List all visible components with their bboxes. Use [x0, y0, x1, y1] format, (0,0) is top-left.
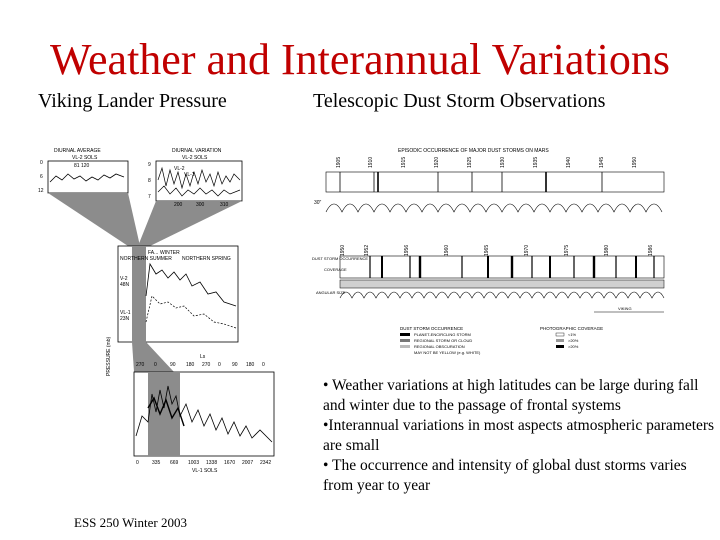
- ls-tick-5: 0: [218, 362, 221, 368]
- ls-tick-6: 90: [232, 362, 238, 368]
- bottom-x-1: 335: [152, 460, 161, 466]
- diurnal-variation-title: DIURNAL VARIATION: [172, 148, 222, 154]
- variation-y-9: 9: [148, 162, 151, 168]
- row-label-occurrence: DUST STORM OCCURRENCE: [312, 256, 369, 261]
- bottom-year-4: 1965: [484, 244, 490, 256]
- top-occurrence-marks: [340, 172, 602, 192]
- ls-tick-4: 270: [202, 362, 211, 368]
- bottom-year-1: 1952: [364, 244, 370, 256]
- label-v2: V-2: [120, 276, 128, 282]
- mid-tick-300: 300: [196, 202, 205, 208]
- top-year-4: 1925: [467, 156, 473, 168]
- variation-y-7: 7: [148, 194, 151, 200]
- dust-storm-figure: [312, 146, 668, 364]
- top-year-9: 1950: [632, 156, 638, 168]
- diurnal-average-sub: VL-2 SOLS: [72, 155, 98, 161]
- diurnal-average-title: DIURNAL AVERAGE: [54, 148, 101, 154]
- bullet-dust-storms: • The occurrence and intensity of global dust storms varies from year to year: [323, 457, 687, 494]
- axis-mark-top: 30": [314, 200, 322, 206]
- legend2-item-2: >20%: [568, 344, 579, 349]
- ls-tick-8: 0: [262, 362, 265, 368]
- row-label-angular: ANGULAR SIZE: [316, 290, 346, 295]
- diurnal-variation-sub: VL-2 SOLS: [182, 155, 208, 161]
- bottom-x-7: 2342: [260, 460, 272, 466]
- diurnal-tick-0: 0: [40, 160, 43, 166]
- bottom-year-8: 1986: [648, 244, 654, 256]
- variation-y-8: 8: [148, 178, 151, 184]
- legend-item-3: MAY NOT BE YELLOW (e.g. WHITE): [414, 350, 481, 355]
- ls-tick-7: 180: [246, 362, 255, 368]
- top-year-2: 1915: [401, 156, 407, 168]
- slide-title: Weather and Interannual Variations: [50, 35, 670, 84]
- viking-pressure-figure: [24, 146, 314, 486]
- bullet-weather-variations: • Weather variations at high latitudes can be large during fall and winter due to the passage of frontal systems: [323, 377, 699, 414]
- diurnal-variation-curve-1: [158, 168, 240, 188]
- subtitle-viking: Viking Lander Pressure: [38, 90, 227, 112]
- diurnal-tick-12: 12: [38, 188, 44, 194]
- diurnal-tick-6: 6: [40, 174, 43, 180]
- bullet-list: [323, 376, 715, 496]
- bottom-angular-size-wave: [340, 292, 664, 298]
- label-winter: WINTER: [160, 250, 180, 256]
- top-year-5: 1930: [500, 156, 506, 168]
- bullet-interannual-variations: •Interannual variations in most aspects atmospheric parameters are small: [323, 417, 715, 454]
- legend-item-1: REGIONAL STORM OR CLOUD: [414, 338, 473, 343]
- variation-label-vl1: VL-1: [184, 172, 195, 178]
- top-year-1: 1910: [368, 156, 374, 168]
- legend2-swatches: [556, 333, 564, 348]
- ls-tick-3: 180: [186, 362, 195, 368]
- bottom-year-7: 1980: [604, 244, 610, 256]
- subtitle-telescopic: Telescopic Dust Storm Observations: [313, 90, 606, 112]
- dust-header: EPISODIC OCCURRENCE OF MAJOR DUST STORMS ON MARS: [398, 148, 549, 154]
- top-year-8: 1945: [599, 156, 605, 168]
- top-year-3: 1920: [434, 156, 440, 168]
- viking-label: VIKING: [618, 306, 632, 311]
- bottom-x-3: 1003: [188, 460, 200, 466]
- legend2-title: PHOTOGRAPHIC COVERAGE: [540, 326, 604, 331]
- bottom-x-4: 1338: [206, 460, 218, 466]
- label-vl1: VL-1: [120, 310, 131, 316]
- bottom-year-5: 1970: [524, 244, 530, 256]
- row-label-coverage: COVERAGE: [324, 267, 347, 272]
- ls-label: Ls: [200, 354, 206, 360]
- variation-label-vl2: VL-2: [174, 166, 185, 172]
- top-occurrence-row: [326, 172, 664, 192]
- bottom-xlabel: VL-1 SOLS: [192, 468, 218, 474]
- label-northern-spring: NORTHERN SPRING: [182, 256, 231, 262]
- legend-title: DUST STORM OCCURRENCE: [400, 326, 464, 331]
- footer-course-label: ESS 250 Winter 2003: [74, 515, 187, 530]
- top-year-ticks: [336, 157, 638, 168]
- bottom-year-ticks: [340, 245, 654, 256]
- legend2-item-0: <1%: [568, 332, 577, 337]
- diurnal-variation-curve-2: [158, 186, 240, 196]
- bottom-year-3: 1960: [444, 244, 450, 256]
- mid-tick-200: 200: [174, 202, 183, 208]
- yaxis-label: PRESSURE (mb): [106, 336, 112, 376]
- bottom-year-2: 1956: [404, 244, 410, 256]
- top-year-7: 1940: [566, 156, 572, 168]
- bottom-x-2: 669: [170, 460, 179, 466]
- middle-curve-vl2: [146, 264, 236, 306]
- mid-tick-310: 310: [220, 202, 229, 208]
- bottom-occurrence-marks: [370, 256, 654, 278]
- diurnal-average-curve: [50, 174, 124, 182]
- bottom-year-6: 1975: [564, 244, 570, 256]
- top-angular-size-wave: [326, 204, 662, 212]
- diurnal-range-label: 81 120: [74, 163, 90, 169]
- funnel-shape-left: [48, 193, 140, 246]
- legend-item-0: PLANET-ENCIRCLING STORM: [414, 332, 471, 337]
- label-northern-summer: NORTHERN SUMMER: [120, 256, 172, 262]
- ls-tick-0: 270: [136, 362, 145, 368]
- legend2-item-1: >20%: [568, 338, 579, 343]
- ls-tick-1: 0: [154, 362, 157, 368]
- legend-item-2: REGIONAL OBSCURATION: [414, 344, 465, 349]
- label-48n: 48N: [120, 282, 130, 288]
- middle-curve-vl1: [146, 296, 236, 328]
- legend-swatches: [400, 333, 410, 348]
- bottom-year-0: 1950: [340, 244, 346, 256]
- bottom-x-5: 1670: [224, 460, 236, 466]
- label-fall: FA...: [148, 250, 159, 256]
- top-year-0: 1905: [336, 156, 342, 168]
- bottom-x-6: 2007: [242, 460, 254, 466]
- top-year-6: 1935: [533, 156, 539, 168]
- ls-tick-2: 90: [170, 362, 176, 368]
- label-23n: 23N: [120, 316, 130, 322]
- bottom-x-0: 0: [136, 460, 139, 466]
- coverage-row: [340, 280, 664, 288]
